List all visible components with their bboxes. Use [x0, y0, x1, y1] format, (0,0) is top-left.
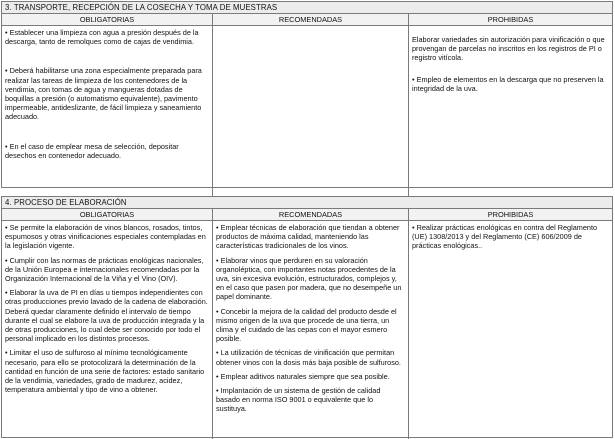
- list-item: • La utilización de técnicas de vinificación que permitan obtener vinos con la dosis más baja posible de sulfuroso.: [216, 348, 401, 367]
- section-3-body-row: [2, 26, 612, 199]
- header-recomendadas: RECOMENDADAS: [213, 14, 409, 25]
- header-prohibidas: PROHIBIDAS: [487, 15, 534, 24]
- section-3-table: [1, 1, 613, 188]
- list-item: • Emplear aditivos naturales siempre que sea posible.: [216, 371, 390, 381]
- list-item: • Establecer una limpieza con agua a presión después de la descarga, tanto de remolques como de cajas de vendimia.: [5, 28, 199, 47]
- section-3-header-row: [2, 14, 612, 26]
- section-4-table: [1, 196, 613, 438]
- section-4-prohibidas-cell: [409, 221, 612, 439]
- list-item: • Concebir la mejora de la calidad del producto desde el mismo origen de la uva que procede de una tierra, un clima y el cuidado de las cepas con el mayor esmero posible.: [216, 306, 397, 344]
- section-4-recomendadas-cell: [213, 221, 409, 439]
- list-item: Elaborar variedades sin autorización para vinificación o que provengan de parcelas no inscritos en los registros de PI o registro vitícola.: [412, 35, 605, 63]
- section-3-obligatorias-cell: [2, 26, 213, 199]
- section-4-title: 4. PROCESO DE ELABORACIÓN: [2, 197, 612, 209]
- list-item: • Empleo de elementos en la descarga que no preserven la integridad de la uva.: [412, 74, 604, 93]
- list-item: • Deberá habilitarse una zona especialmente preparada para realizar las tareas de limpieza de los contenedores de la vendimia, con tomas de agua y mangueras dotadas de boquillas a presión (o automatismo equivalente), pavimento impermeable, antideslizante, de fácil limpieza y saneamiento adecuado.: [5, 66, 202, 122]
- list-item: • Elaborar vinos que perduren en su valoración organoléptica, con importantes notas procedentes de la uva, sin excesiva evolución, estructurados, complejos y, en el caso que pasen por madera, que no desempeñe un papel dominante.: [216, 255, 402, 302]
- section-4-header-row: [2, 209, 612, 221]
- header-prohibidas: PROHIBIDAS: [487, 210, 534, 219]
- list-item: • Limitar el uso de sulfuroso al mínimo tecnológicamente necesario, para ello se protocolizará la determinación de la cantidad en función de una serie de factores: estado sanitario de la vendimia, variedades, grado de madurez, acidez, temperatura ambiental y tipo de vino a obtener.: [5, 348, 205, 395]
- list-item: • Realizar prácticas enológicas en contra del Reglamento (UE) 1308/2013 y del Reglamento (CE) 606/2009 de prácticas enológicas..: [412, 223, 598, 251]
- list-item: • Emplear técnicas de elaboración que tiendan a obtener productos de máxima calidad, manteniendo las características tradicionales de los vinos.: [216, 223, 400, 251]
- list-item: • Se permite la elaboración de vinos blancos, rosados, tintos, espumosos y otras vinificaciones especiales contempladas en la legislación vigente.: [5, 223, 206, 251]
- list-item: • Implantación de un sistema de gestión de calidad basado en norma ISO 9001 o equivalente que lo sustituya.: [216, 386, 381, 414]
- section-4-body-row: [2, 221, 612, 439]
- section-3-title: 3. TRANSPORTE, RECEPCIÓN DE LA COSECHA Y TOMA DE MUESTRAS: [2, 2, 612, 14]
- section-3-recomendadas-cell: [213, 26, 409, 199]
- section-3-prohibidas-cell: [409, 26, 612, 199]
- header-recomendadas: RECOMENDADAS: [213, 209, 409, 220]
- list-item: • Elaborar la uva de PI en días u tiempos independientes con otras producciones previo lavado de la cadena de elaboración. Deberá quedar claramente definido el intervalo de tiempo durante el cual se elabore la uva de producción integrada y la de otras producciones, lo cual debe ser conocido por todo el personal implicado en los distintos procesos.: [5, 288, 208, 344]
- header-obligatorias: OBLIGATORIAS: [2, 14, 213, 25]
- header-obligatorias: OBLIGATORIAS: [2, 209, 213, 220]
- list-item: • Cumplir con las normas de prácticas enológicas nacionales, de la Unión Europea e internacionales recomendadas por la Organización Internacional de la Viña y el Vino (OIV).: [5, 255, 204, 284]
- list-item: • En el caso de emplear mesa de selección, depositar desechos en contenedor adecuado.: [5, 141, 179, 160]
- section-4-obligatorias-cell: [2, 221, 213, 439]
